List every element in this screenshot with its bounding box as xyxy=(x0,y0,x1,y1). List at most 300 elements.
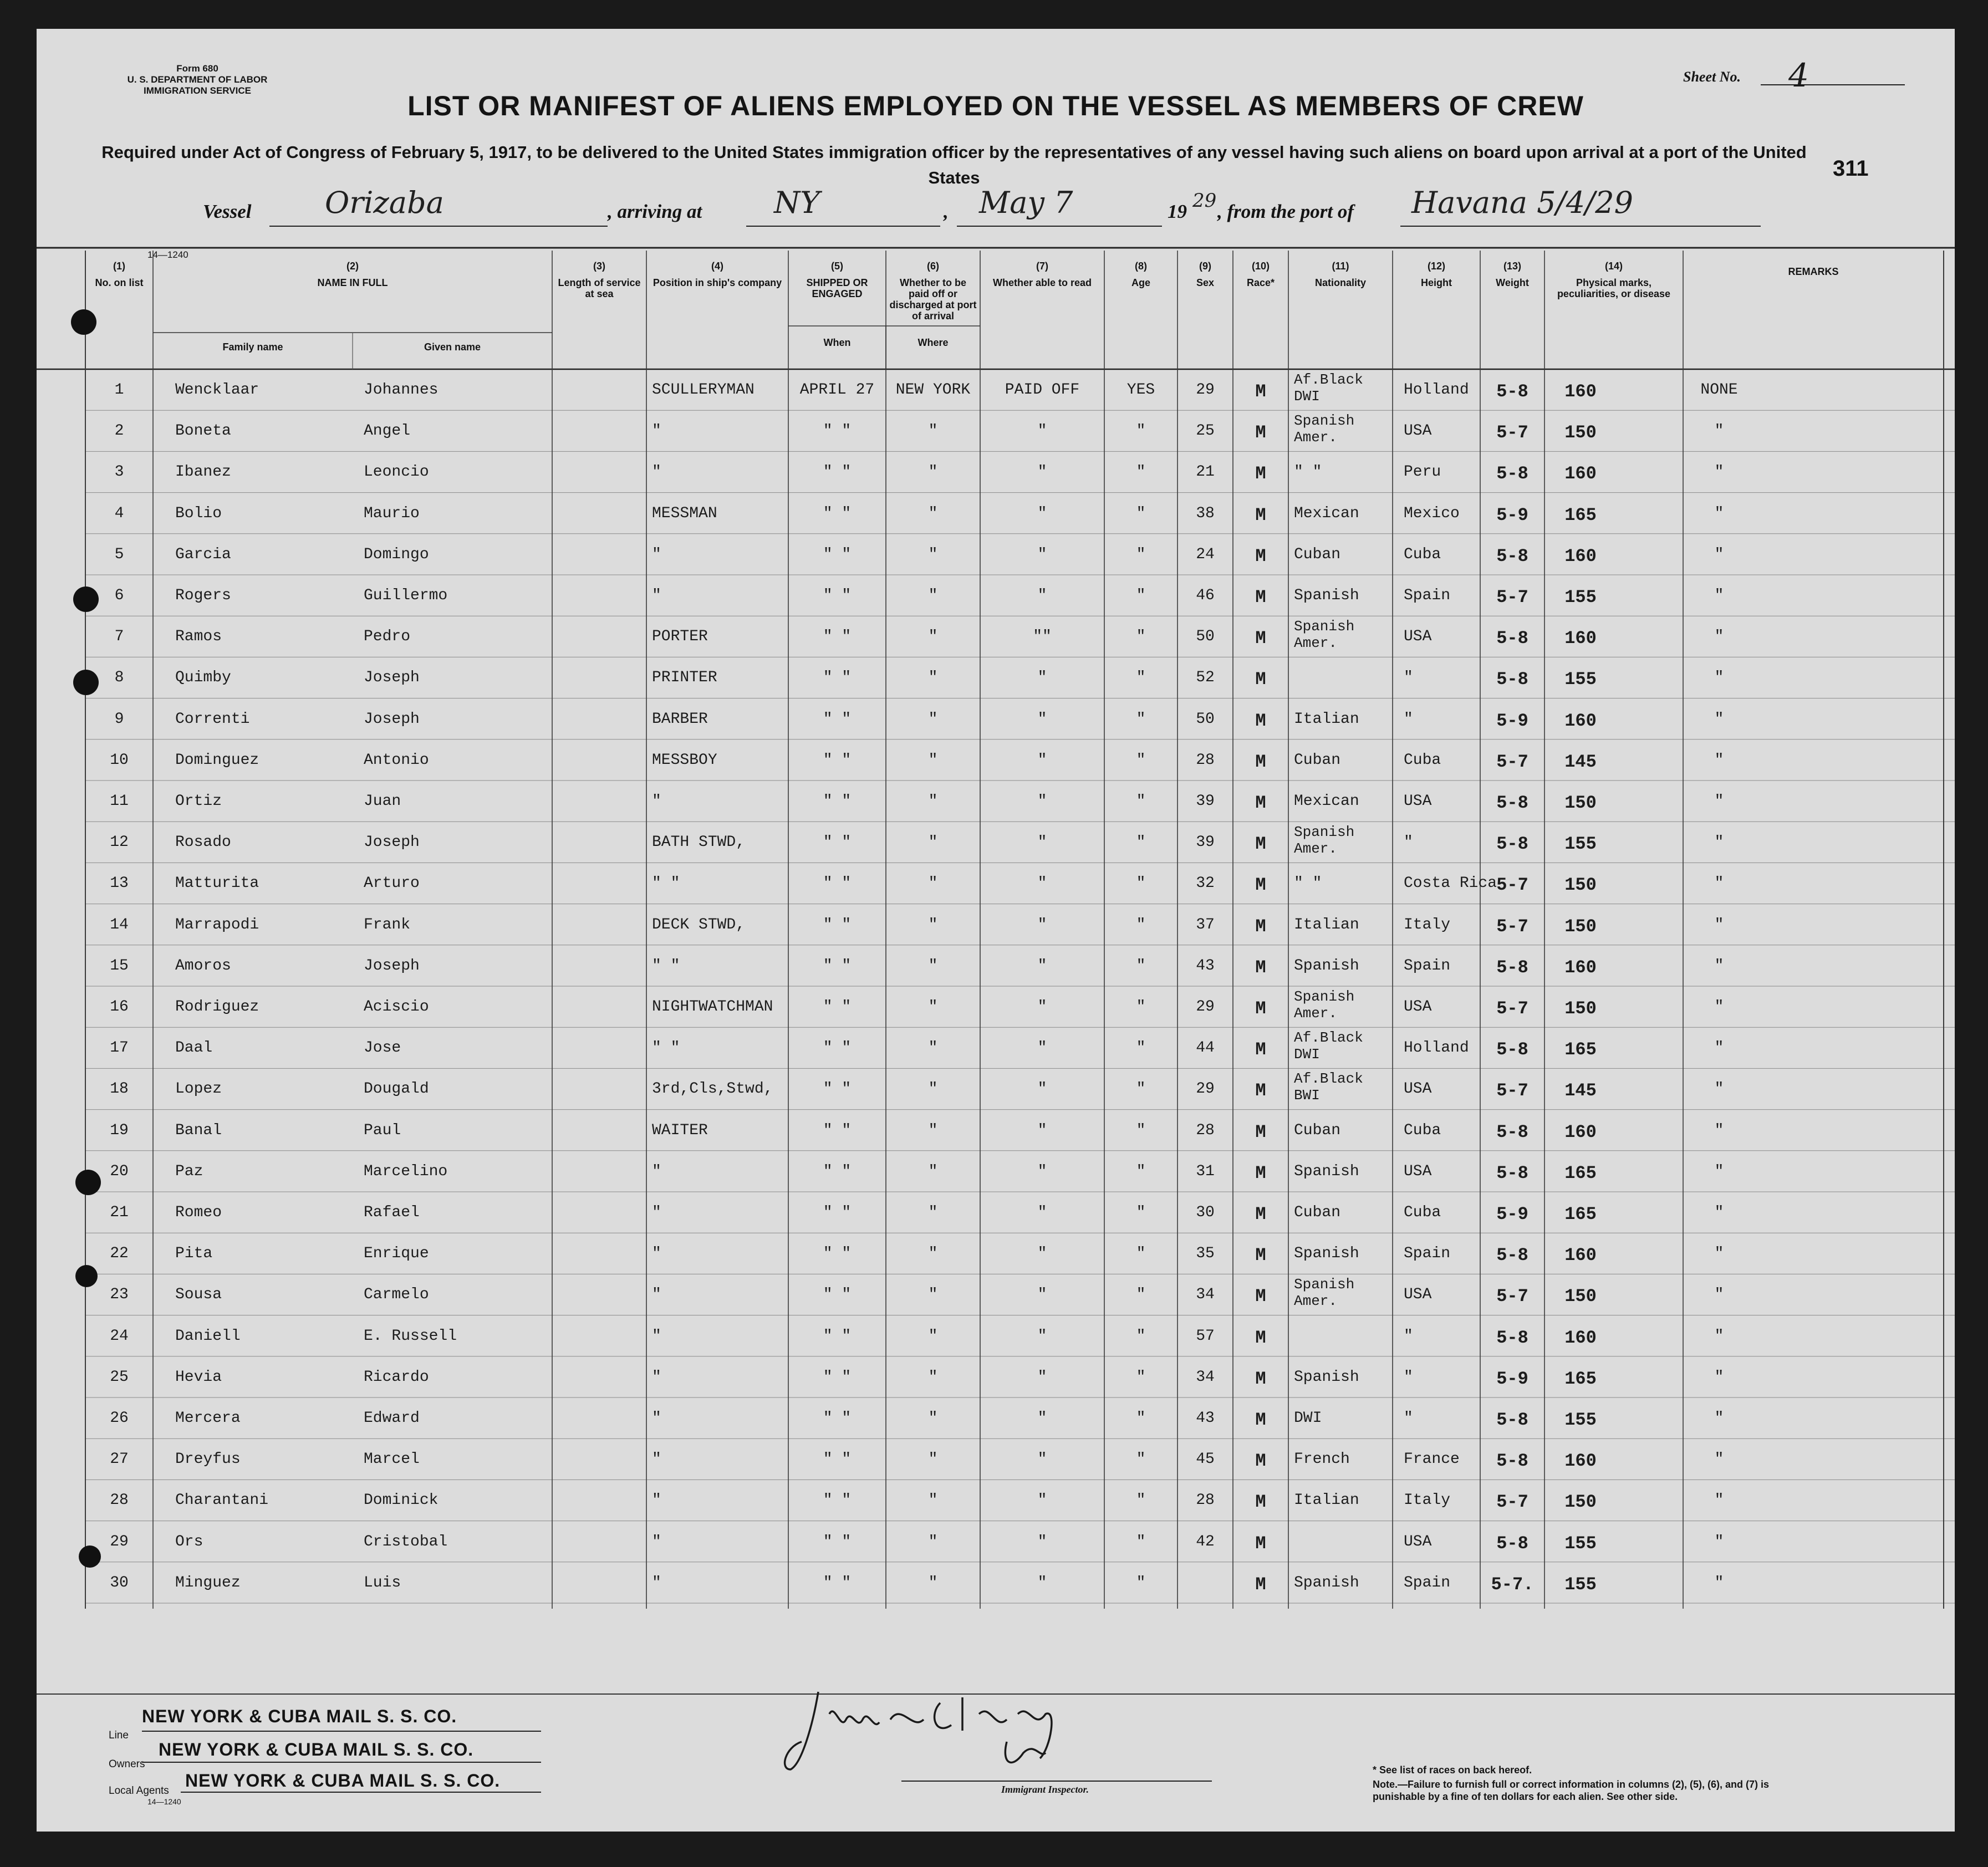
sex: M xyxy=(1255,751,1266,772)
nationality: Cuba xyxy=(1404,1121,1441,1139)
able-to-read: " xyxy=(1136,1080,1146,1098)
given-name: Dougald xyxy=(364,1080,429,1098)
height: 5-8 xyxy=(1496,1410,1528,1430)
sex: M xyxy=(1255,916,1266,937)
able-to-read: " xyxy=(1136,875,1146,892)
given-name: Aciscio xyxy=(364,998,429,1016)
physical-marks: " xyxy=(1714,1245,1724,1263)
shipped-when: " " xyxy=(823,875,852,892)
races-note: * See list of races on back hereof. xyxy=(1373,1764,1532,1776)
shipped-where: " xyxy=(928,463,938,481)
able-to-read: " xyxy=(1136,504,1146,522)
race: Cuban xyxy=(1294,1121,1341,1139)
paid-off: " xyxy=(1037,1327,1047,1345)
height: 5-8 xyxy=(1496,381,1528,402)
shipped-where: " xyxy=(928,1286,938,1304)
column-label: Nationality xyxy=(1314,277,1366,288)
able-to-read: " xyxy=(1136,669,1146,687)
able-to-read: " xyxy=(1136,751,1146,769)
nationality: USA xyxy=(1404,422,1432,440)
sex: M xyxy=(1255,1410,1266,1430)
paid-off: " xyxy=(1037,875,1047,892)
nationality: Spain xyxy=(1404,1574,1451,1591)
column-subheader: When xyxy=(823,337,851,348)
family-name: Correnti xyxy=(175,710,250,728)
row-number: 21 xyxy=(110,1204,129,1221)
column-label: NAME IN FULL xyxy=(317,277,388,288)
port-value: Havana 5/4/29 xyxy=(1411,185,1633,220)
race: Cuban xyxy=(1294,751,1341,769)
column-label: Length of service at sea xyxy=(558,277,641,299)
family-name: Mercera xyxy=(175,1410,241,1427)
able-to-read: " xyxy=(1136,1162,1146,1180)
nationality: USA xyxy=(1404,1533,1432,1550)
column-label: Physical marks, peculiarities, or disease xyxy=(1557,277,1671,299)
nationality: USA xyxy=(1404,998,1432,1016)
shipped-when: " " xyxy=(823,1574,852,1591)
family-name: Ors xyxy=(175,1533,203,1550)
shipped-where: NEW YORK xyxy=(895,381,971,399)
row-number: 17 xyxy=(110,1039,129,1057)
row-number: 4 xyxy=(114,504,124,522)
agents-company: NEW YORK & CUBA MAIL S. S. CO. xyxy=(185,1771,501,1791)
column-label: SHIPPED OR ENGAGED xyxy=(806,277,868,299)
row-number: 16 xyxy=(110,998,129,1016)
sex: M xyxy=(1255,504,1266,526)
physical-marks: " xyxy=(1714,710,1724,728)
weight: 155 xyxy=(1564,1410,1597,1430)
weight: 150 xyxy=(1564,793,1597,813)
height: 5-7 xyxy=(1496,1286,1528,1307)
age: 24 xyxy=(1196,545,1215,563)
shipped-when: APRIL 27 xyxy=(799,381,875,399)
sex: M xyxy=(1255,1368,1266,1389)
shipped-where: " xyxy=(928,1410,938,1427)
shipped-where: " xyxy=(928,1492,938,1509)
family-name: Charantani xyxy=(175,1492,269,1509)
able-to-read: " xyxy=(1136,1574,1146,1591)
shipped-where: " xyxy=(928,628,938,646)
row-number: 14 xyxy=(110,916,129,934)
sex: M xyxy=(1255,834,1266,855)
weight: 150 xyxy=(1564,875,1597,896)
sex: M xyxy=(1255,957,1266,978)
race: Italian xyxy=(1294,1492,1359,1509)
shipped-when: " " xyxy=(823,1204,852,1221)
position: " xyxy=(652,587,661,604)
form-number: 311 xyxy=(1833,156,1869,181)
column-header xyxy=(85,261,153,288)
row-number: 3 xyxy=(114,463,124,481)
given-name: Angel xyxy=(364,422,411,440)
shipped-when: " " xyxy=(823,587,852,604)
able-to-read: " xyxy=(1136,1121,1146,1139)
given-name: Marcelino xyxy=(364,1162,448,1180)
shipped-where: " xyxy=(928,1245,938,1263)
shipped-when: " " xyxy=(823,1039,852,1057)
weight: 160 xyxy=(1564,463,1597,484)
sex: M xyxy=(1255,1327,1266,1348)
family-name: Boneta xyxy=(175,422,231,440)
nationality: " xyxy=(1404,834,1413,851)
column-subheader: Family name xyxy=(222,341,283,353)
shipped-when: " " xyxy=(823,916,852,934)
column-number: (7) xyxy=(1036,261,1048,272)
shipped-where: " xyxy=(928,1162,938,1180)
vessel-label: Vessel xyxy=(203,201,252,222)
shipped-when: " " xyxy=(823,793,852,810)
sex: M xyxy=(1255,875,1266,896)
paid-off: " xyxy=(1037,1533,1047,1550)
age: 31 xyxy=(1196,1162,1215,1180)
nationality: USA xyxy=(1404,1286,1432,1304)
physical-marks: " xyxy=(1714,628,1724,646)
department-name: U. S. DEPARTMENT OF LABOR xyxy=(127,74,268,85)
family-name: Wencklaar xyxy=(175,381,259,399)
able-to-read: " xyxy=(1136,1039,1146,1057)
shipped-when: " " xyxy=(823,1451,852,1468)
height: 5-7 xyxy=(1496,587,1528,608)
penalty-note: Note.—Failure to furnish full or correct information in columns (2), (5), (6), and (7) is punishable by a fine of ten dollars for each alien. See other side. xyxy=(1373,1779,1770,1802)
position: " xyxy=(652,1245,661,1263)
position: " xyxy=(652,793,661,810)
height: 5-8 xyxy=(1496,463,1528,484)
row-number: 10 xyxy=(110,751,129,769)
nationality: Cuba xyxy=(1404,545,1441,563)
column-number: (6) xyxy=(927,261,939,272)
column-header xyxy=(1393,261,1480,288)
age: 38 xyxy=(1196,504,1215,522)
given-name: Marcel xyxy=(364,1451,420,1468)
paid-off: " xyxy=(1037,710,1047,728)
column-number: (1) xyxy=(113,261,125,272)
height: 5-7 xyxy=(1496,916,1528,937)
sheet-number-label: Sheet No. xyxy=(1683,69,1741,85)
line-company: NEW YORK & CUBA MAIL S. S. CO. xyxy=(142,1706,457,1726)
race: Cuban xyxy=(1294,1204,1341,1221)
nationality: Italy xyxy=(1404,1492,1451,1509)
row-number: 26 xyxy=(110,1410,129,1427)
able-to-read: " xyxy=(1136,422,1146,440)
able-to-read: " xyxy=(1136,710,1146,728)
column-label: No. on list xyxy=(95,277,144,288)
paid-off: " xyxy=(1037,957,1047,975)
weight: 160 xyxy=(1564,710,1597,731)
column-header xyxy=(1683,261,1944,277)
row-number: 24 xyxy=(110,1327,129,1345)
paid-off: " xyxy=(1037,1451,1047,1468)
paid-off: " xyxy=(1037,1080,1047,1098)
paid-off: " xyxy=(1037,916,1047,934)
sex: M xyxy=(1255,381,1266,402)
physical-marks: " xyxy=(1714,669,1724,687)
race: Spanish xyxy=(1294,1574,1359,1591)
column-label: Height xyxy=(1421,277,1452,288)
family-name: Quimby xyxy=(175,669,231,687)
able-to-read: " xyxy=(1136,1368,1146,1386)
punch-hole xyxy=(75,1170,101,1195)
page-title: LIST OR MANIFEST OF ALIENS EMPLOYED ON THE VESSEL AS MEMBERS OF CREW xyxy=(407,90,1584,121)
arriving-value: NY xyxy=(774,185,820,220)
paid-off: " xyxy=(1037,1492,1047,1509)
height: 5-8 xyxy=(1496,793,1528,813)
shipped-when: " " xyxy=(823,1080,852,1098)
physical-marks: " xyxy=(1714,998,1724,1016)
age: 30 xyxy=(1196,1204,1215,1221)
sex: M xyxy=(1255,545,1266,567)
race: Italian xyxy=(1294,710,1359,728)
nationality: Spain xyxy=(1404,587,1451,604)
shipped-where: " xyxy=(928,710,938,728)
row-number: 6 xyxy=(114,587,124,604)
height: 5-8 xyxy=(1496,669,1528,690)
age: 39 xyxy=(1196,793,1215,810)
physical-marks: " xyxy=(1714,463,1724,481)
paid-off: " xyxy=(1037,1245,1047,1263)
given-name: Arturo xyxy=(364,875,420,892)
given-name: Jose xyxy=(364,1039,401,1057)
weight: 160 xyxy=(1564,1121,1597,1142)
punch-hole xyxy=(79,1545,101,1568)
given-name: Joseph xyxy=(364,834,420,851)
paid-off: " xyxy=(1037,1162,1047,1180)
column-label: Whether able to read xyxy=(992,277,1092,288)
row-number: 18 xyxy=(110,1080,129,1098)
given-name: Johannes xyxy=(364,381,439,399)
weight: 160 xyxy=(1564,1245,1597,1266)
age: 21 xyxy=(1196,463,1215,481)
paid-off: " xyxy=(1037,1121,1047,1139)
family-name: Garcia xyxy=(175,545,231,563)
physical-marks: " xyxy=(1714,1533,1724,1550)
weight: 155 xyxy=(1564,1533,1597,1554)
able-to-read: " xyxy=(1136,998,1146,1016)
nationality: Holland xyxy=(1404,381,1469,399)
age: 29 xyxy=(1196,1080,1215,1098)
paid-off: " xyxy=(1037,587,1047,604)
family-name: Daniell xyxy=(175,1327,241,1345)
shipped-where: " xyxy=(928,1368,938,1386)
shipped-when: " " xyxy=(823,1492,852,1509)
line-label: Line xyxy=(109,1730,129,1741)
paid-off: " xyxy=(1037,998,1047,1016)
able-to-read: " xyxy=(1136,545,1146,563)
age: 35 xyxy=(1196,1245,1215,1263)
shipped-when: " " xyxy=(823,1410,852,1427)
row-number: 5 xyxy=(114,545,124,563)
shipped-where: " xyxy=(928,422,938,440)
height: 5-7 xyxy=(1496,422,1528,443)
race: Cuban xyxy=(1294,545,1341,563)
column-header xyxy=(1177,261,1233,288)
age: 45 xyxy=(1196,1451,1215,1468)
age: 28 xyxy=(1196,1492,1215,1509)
column-header xyxy=(980,261,1104,288)
column-header xyxy=(552,261,646,299)
nationality: " xyxy=(1404,1368,1413,1386)
weight: 150 xyxy=(1564,422,1597,443)
physical-marks: " xyxy=(1714,793,1724,810)
sex: M xyxy=(1255,463,1266,484)
family-name: Dominguez xyxy=(175,751,259,769)
able-to-read: " xyxy=(1136,628,1146,646)
shipped-when: " " xyxy=(823,834,852,851)
race: French xyxy=(1294,1451,1350,1468)
column-number: (14) xyxy=(1604,261,1623,272)
column-label: Race* xyxy=(1246,277,1275,288)
stock-code-bottom: 14—1240 xyxy=(147,1797,181,1806)
weight: 155 xyxy=(1564,669,1597,690)
row-number: 30 xyxy=(110,1574,129,1591)
given-name: Maurio xyxy=(364,504,420,522)
weight: 155 xyxy=(1564,587,1597,608)
column-header xyxy=(1480,261,1544,288)
shipped-where: " xyxy=(928,751,938,769)
inspector-label: Immigrant Inspector. xyxy=(1001,1784,1089,1795)
position: " xyxy=(652,1410,661,1427)
race: Af.Black DWI xyxy=(1294,371,1363,405)
physical-marks: " xyxy=(1714,1121,1724,1139)
weight: 160 xyxy=(1564,1327,1597,1348)
shipped-when: " " xyxy=(823,1121,852,1139)
position: " xyxy=(652,1204,661,1221)
sex: M xyxy=(1255,422,1266,443)
row-number: 25 xyxy=(110,1368,129,1386)
family-name: Sousa xyxy=(175,1286,222,1304)
column-number: (9) xyxy=(1199,261,1211,272)
able-to-read: " xyxy=(1136,463,1146,481)
column-number: (8) xyxy=(1135,261,1147,272)
height: 5-8 xyxy=(1496,1039,1528,1060)
position: 3rd,Cls,Stwd, xyxy=(652,1080,773,1098)
height: 5-8 xyxy=(1496,1162,1528,1184)
paid-off: " xyxy=(1037,545,1047,563)
nationality: USA xyxy=(1404,793,1432,810)
service-name: IMMIGRATION SERVICE xyxy=(144,85,251,96)
race: DWI xyxy=(1294,1410,1322,1427)
family-name: Pita xyxy=(175,1245,213,1263)
row-number: 20 xyxy=(110,1162,129,1180)
family-name: Rogers xyxy=(175,587,231,604)
sex: M xyxy=(1255,1204,1266,1225)
from-port-label: , from the port of xyxy=(1217,201,1354,222)
position: " xyxy=(652,1162,661,1180)
height: 5-7 xyxy=(1496,998,1528,1019)
shipped-where: " xyxy=(928,1121,938,1139)
sex: M xyxy=(1255,669,1266,690)
position: " " xyxy=(652,957,680,975)
row-number: 22 xyxy=(110,1245,129,1263)
physical-marks: " xyxy=(1714,1204,1724,1221)
nationality: Italy xyxy=(1404,916,1451,934)
form-id: Form 680 xyxy=(176,63,218,74)
age: 57 xyxy=(1196,1327,1215,1345)
weight: 165 xyxy=(1564,1039,1597,1060)
given-name: Leoncio xyxy=(364,463,429,481)
shipped-when: " " xyxy=(823,1327,852,1345)
given-name: Frank xyxy=(364,916,411,934)
position: " xyxy=(652,1327,661,1345)
weight: 165 xyxy=(1564,1368,1597,1389)
column-label: REMARKS xyxy=(1788,266,1839,277)
physical-marks: " xyxy=(1714,1410,1724,1427)
nationality: USA xyxy=(1404,1080,1432,1098)
physical-marks: " xyxy=(1714,1327,1724,1345)
shipped-when: " " xyxy=(823,1368,852,1386)
weight: 150 xyxy=(1564,1492,1597,1513)
position: PRINTER xyxy=(652,669,717,687)
paid-off: " xyxy=(1037,1368,1047,1386)
sex: M xyxy=(1255,587,1266,608)
physical-marks: " xyxy=(1714,1162,1724,1180)
owners-label: Owners xyxy=(109,1758,145,1770)
weight: 160 xyxy=(1564,628,1597,649)
column-subheader: Given name xyxy=(424,341,481,353)
column-number: (5) xyxy=(831,261,843,272)
able-to-read: " xyxy=(1136,587,1146,604)
physical-marks: " xyxy=(1714,1574,1724,1591)
sex: M xyxy=(1255,1533,1266,1554)
weight: 145 xyxy=(1564,751,1597,772)
shipped-when: " " xyxy=(823,628,852,646)
row-number: 28 xyxy=(110,1492,129,1509)
weight: 150 xyxy=(1564,916,1597,937)
able-to-read: " xyxy=(1136,1245,1146,1263)
family-name: Bolio xyxy=(175,504,222,522)
punch-hole xyxy=(71,309,96,335)
race: Spanish Amer. xyxy=(1294,412,1355,446)
position: BATH STWD, xyxy=(652,834,746,851)
family-name: Romeo xyxy=(175,1204,222,1221)
race: Italian xyxy=(1294,916,1359,934)
given-name: Paul xyxy=(364,1121,401,1139)
shipped-where: " xyxy=(928,1574,938,1591)
height: 5-9 xyxy=(1496,710,1528,731)
race: Af.Black BWI xyxy=(1294,1070,1363,1104)
shipped-when: " " xyxy=(823,957,852,975)
physical-marks: " xyxy=(1714,1368,1724,1386)
column-label: Sex xyxy=(1196,277,1215,288)
family-name: Ramos xyxy=(175,628,222,646)
position: " " xyxy=(652,875,680,892)
height: 5-7 xyxy=(1496,875,1528,896)
nationality: USA xyxy=(1404,628,1432,646)
age: 39 xyxy=(1196,834,1215,851)
given-name: Edward xyxy=(364,1410,420,1427)
race: Spanish Amer. xyxy=(1294,1276,1355,1310)
position: DECK STWD, xyxy=(652,916,746,934)
year-value: 29 xyxy=(1192,190,1217,212)
column-number: (4) xyxy=(711,261,723,272)
paid-off: PAID OFF xyxy=(1005,381,1080,399)
able-to-read: " xyxy=(1136,1451,1146,1468)
nationality: Cuba xyxy=(1404,751,1441,769)
race: Spanish xyxy=(1294,1368,1359,1386)
race: Spanish xyxy=(1294,587,1359,604)
given-name: Domingo xyxy=(364,545,429,563)
age: 42 xyxy=(1196,1533,1215,1550)
column-header xyxy=(153,261,552,288)
inspector-signature xyxy=(779,1681,1223,1781)
able-to-read: " xyxy=(1136,1533,1146,1550)
nationality: France xyxy=(1404,1451,1460,1468)
physical-marks: " xyxy=(1714,1451,1724,1468)
physical-marks: " xyxy=(1714,1286,1724,1304)
race: " " xyxy=(1294,463,1322,481)
sex: M xyxy=(1255,1492,1266,1513)
age: 44 xyxy=(1196,1039,1215,1057)
nationality: " xyxy=(1404,669,1413,687)
